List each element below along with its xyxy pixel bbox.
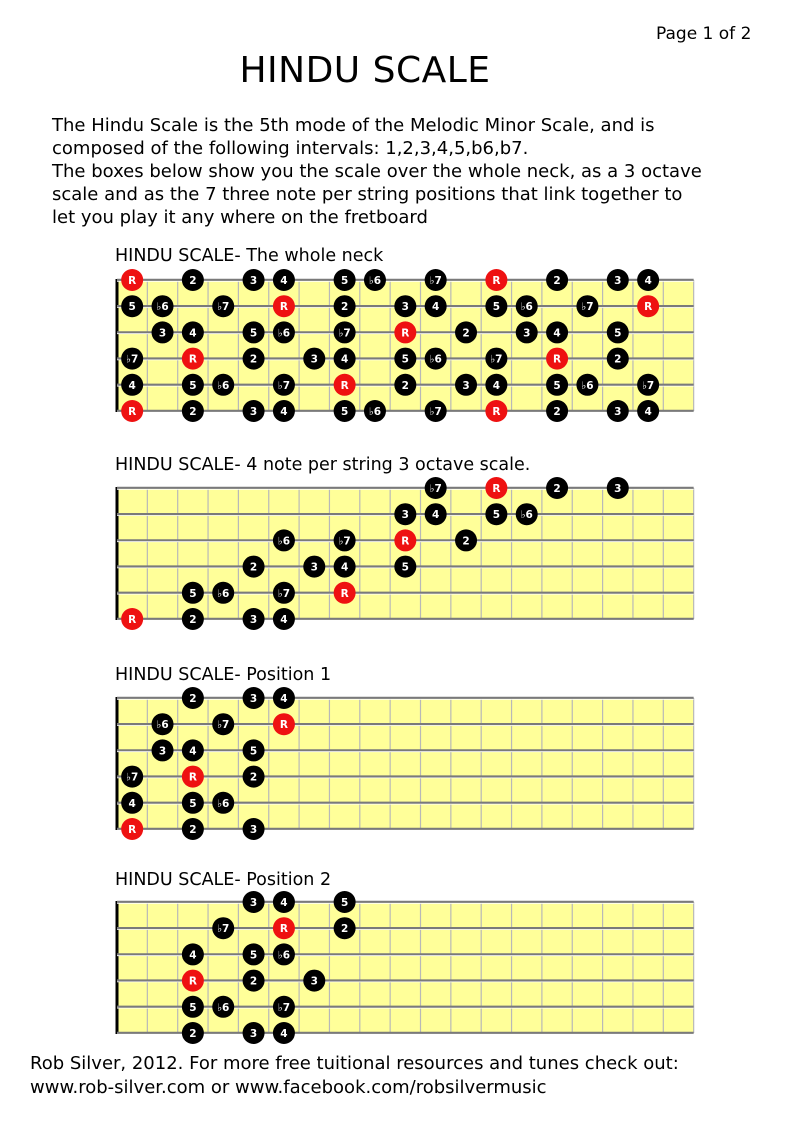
note-label: 3 — [401, 301, 409, 314]
note-label: R — [492, 406, 501, 418]
scale-note-marker — [243, 556, 265, 578]
root-note-marker — [485, 400, 507, 422]
scale-note-marker — [212, 374, 234, 396]
scale-note-marker — [546, 321, 568, 343]
note-label: ♭6 — [429, 353, 442, 366]
root-note-marker — [394, 529, 416, 551]
scale-note-marker — [637, 400, 659, 422]
scale-note-marker — [243, 321, 265, 343]
note-label: 3 — [614, 406, 622, 418]
note-label: 2 — [340, 301, 349, 314]
note-label: R — [340, 379, 349, 392]
note-label: 3 — [249, 614, 258, 626]
scale-note-marker — [212, 713, 234, 735]
note-label: ♭7 — [429, 483, 442, 495]
scale-note-marker — [455, 529, 477, 551]
note-label: R — [279, 301, 288, 314]
intro-line: The Hindu Scale is the 5th mode of the Melodic Minor Scale, and is — [52, 115, 655, 136]
note-label: 3 — [249, 406, 258, 418]
note-label: 5 — [553, 379, 561, 392]
scale-note-marker — [273, 1022, 295, 1044]
note-label: 2 — [249, 975, 258, 988]
note-label: R — [128, 824, 137, 836]
scale-note-marker — [485, 295, 507, 317]
note-label: ♭7 — [338, 535, 351, 548]
scale-note-marker — [212, 792, 234, 814]
scale-note-marker — [121, 348, 143, 370]
scale-note-marker — [121, 766, 143, 788]
root-note-marker — [121, 400, 143, 422]
note-label: ♭7 — [126, 353, 139, 366]
note-label: 2 — [553, 483, 561, 495]
note-label: R — [188, 771, 197, 784]
note-label: 2 — [189, 693, 197, 705]
note-label: 4 — [492, 379, 501, 392]
note-label: 3 — [310, 353, 318, 366]
root-note-marker — [485, 477, 507, 499]
scale-note-marker — [394, 556, 416, 578]
scale-note-marker — [182, 374, 204, 396]
fretboard-position-1 — [0, 688, 792, 838]
note-label: R — [279, 719, 288, 732]
scale-note-marker — [334, 917, 356, 939]
note-label: 3 — [523, 327, 531, 340]
note-label: ♭7 — [277, 1001, 291, 1014]
note-label: 3 — [614, 483, 622, 495]
scale-note-marker — [394, 503, 416, 525]
scale-note-marker — [425, 400, 447, 422]
note-label: 2 — [249, 353, 258, 366]
note-label: 5 — [492, 509, 501, 522]
scale-note-marker — [364, 400, 386, 422]
scale-note-marker — [182, 818, 204, 840]
note-label: 5 — [340, 275, 349, 287]
scale-note-marker — [607, 477, 629, 499]
scale-note-marker — [243, 818, 265, 840]
scale-note-marker — [455, 374, 477, 396]
scale-note-marker — [273, 321, 295, 343]
root-note-marker — [637, 295, 659, 317]
note-label: ♭7 — [338, 327, 351, 340]
note-label: 4 — [553, 327, 561, 340]
scale-note-marker — [243, 766, 265, 788]
note-label: 4 — [340, 561, 349, 574]
scale-note-marker — [182, 792, 204, 814]
root-note-marker — [182, 970, 204, 992]
diagram-title-position-2: HINDU SCALE- Position 2 — [115, 870, 332, 890]
note-label: 2 — [189, 824, 197, 836]
note-label: 5 — [249, 949, 258, 962]
scale-note-marker — [273, 687, 295, 709]
note-label: 3 — [249, 1028, 258, 1040]
root-note-marker — [273, 295, 295, 317]
note-label: 5 — [189, 1001, 197, 1014]
scale-note-marker — [182, 400, 204, 422]
page-title: HINDU SCALE — [239, 50, 491, 91]
scale-note-marker — [425, 477, 447, 499]
intro-line: let you play it any where on the fretboard — [52, 207, 428, 228]
note-label: 3 — [310, 975, 318, 988]
scale-note-marker — [394, 295, 416, 317]
footer — [30, 1052, 679, 1100]
scale-note-marker — [334, 556, 356, 578]
note-label: ♭7 — [277, 587, 291, 600]
scale-note-marker — [546, 374, 568, 396]
root-note-marker — [182, 766, 204, 788]
root-note-marker — [334, 374, 356, 396]
note-label: 2 — [189, 275, 197, 287]
scale-note-marker — [243, 1022, 265, 1044]
scale-note-marker — [212, 582, 234, 604]
intro-line: The boxes below show you the scale over the whole neck, as a 3 octave — [52, 161, 702, 182]
root-note-marker — [546, 348, 568, 370]
note-label: 2 — [249, 561, 258, 574]
root-note-marker — [182, 348, 204, 370]
note-label: 5 — [614, 327, 622, 340]
note-label: ♭7 — [581, 301, 594, 314]
note-label: 5 — [189, 797, 197, 810]
note-label: ♭6 — [217, 797, 230, 810]
scale-note-marker — [273, 400, 295, 422]
note-label: 5 — [340, 406, 349, 418]
footer-line: Rob Silver, 2012. For more free tuitional resources and tunes check out: — [30, 1053, 679, 1074]
scale-note-marker — [243, 269, 265, 291]
note-label: 5 — [189, 379, 197, 392]
diagram-title-whole-neck: HINDU SCALE- The whole neck — [115, 246, 384, 266]
scale-note-marker — [182, 321, 204, 343]
root-note-marker — [485, 269, 507, 291]
scale-note-marker — [243, 400, 265, 422]
scale-note-marker — [425, 348, 447, 370]
root-note-marker — [273, 713, 295, 735]
note-label: R — [553, 353, 562, 366]
fretboard-three-octave — [0, 478, 792, 628]
fretboard-background — [117, 698, 694, 829]
scale-note-marker — [273, 996, 295, 1018]
scale-note-marker — [576, 374, 598, 396]
note-label: 3 — [249, 275, 258, 287]
diagram-title-three-octave: HINDU SCALE- 4 note per string 3 octave scale. — [115, 455, 531, 475]
note-label: R — [340, 587, 349, 600]
note-label: 4 — [189, 327, 197, 340]
note-label: 3 — [614, 275, 622, 287]
note-label: 3 — [158, 745, 167, 758]
note-label: 3 — [158, 327, 167, 340]
root-note-marker — [121, 269, 143, 291]
scale-note-marker — [334, 891, 356, 913]
scale-note-marker — [243, 687, 265, 709]
scale-note-marker — [152, 739, 174, 761]
root-note-marker — [394, 321, 416, 343]
scale-note-marker — [243, 608, 265, 630]
note-label: ♭6 — [277, 535, 291, 548]
note-label: 5 — [401, 353, 409, 366]
scale-note-marker — [546, 400, 568, 422]
scale-note-marker — [182, 1022, 204, 1044]
intro-paragraph — [52, 114, 772, 229]
note-label: 4 — [280, 897, 288, 909]
note-label: 2 — [189, 1028, 197, 1040]
fretboard-whole-neck — [0, 270, 792, 420]
scale-note-marker — [273, 269, 295, 291]
scale-note-marker — [273, 943, 295, 965]
note-label: ♭6 — [156, 301, 169, 314]
note-label: 5 — [340, 897, 349, 909]
note-label: R — [128, 614, 137, 626]
note-label: 4 — [189, 949, 197, 962]
note-label: ♭6 — [277, 327, 291, 340]
scale-note-marker — [455, 321, 477, 343]
note-label: 4 — [128, 379, 136, 392]
scale-note-marker — [273, 582, 295, 604]
note-label: 4 — [340, 353, 349, 366]
note-label: ♭6 — [217, 587, 230, 600]
scale-note-marker — [182, 687, 204, 709]
note-label: R — [401, 535, 410, 548]
scale-note-marker — [243, 943, 265, 965]
note-label: 4 — [644, 275, 652, 287]
scale-note-marker — [334, 269, 356, 291]
scale-note-marker — [516, 503, 538, 525]
note-label: 2 — [553, 406, 561, 418]
scale-note-marker — [425, 503, 447, 525]
note-label: R — [492, 483, 501, 495]
note-label: ♭6 — [217, 1001, 230, 1014]
note-label: ♭6 — [520, 509, 533, 522]
note-label: ♭7 — [217, 923, 230, 936]
intro-line: composed of the following intervals: 1,2,3,4,5,b6,b7. — [52, 138, 529, 159]
note-label: ♭7 — [429, 275, 442, 287]
note-label: ♭6 — [217, 379, 230, 392]
note-label: 5 — [189, 587, 197, 600]
scale-note-marker — [273, 374, 295, 396]
scale-note-marker — [607, 348, 629, 370]
fretboard-position-2 — [0, 892, 792, 1042]
note-label: 4 — [280, 275, 288, 287]
note-label: R — [492, 275, 501, 287]
scale-note-marker — [485, 503, 507, 525]
scale-note-marker — [607, 400, 629, 422]
scale-note-marker — [546, 477, 568, 499]
scale-note-marker — [334, 321, 356, 343]
scale-note-marker — [182, 996, 204, 1018]
scale-note-marker — [334, 348, 356, 370]
scale-note-marker — [576, 295, 598, 317]
scale-note-marker — [607, 321, 629, 343]
note-label: 5 — [492, 301, 501, 314]
scale-note-marker — [243, 348, 265, 370]
scale-note-marker — [121, 792, 143, 814]
note-label: 5 — [401, 561, 409, 574]
scale-note-marker — [425, 269, 447, 291]
note-label: R — [279, 923, 288, 936]
note-label: 3 — [249, 824, 258, 836]
note-label: ♭6 — [156, 719, 169, 732]
fretboard-background — [117, 902, 694, 1033]
note-label: ♭7 — [277, 379, 291, 392]
root-note-marker — [121, 608, 143, 630]
scale-note-marker — [212, 996, 234, 1018]
note-label: ♭6 — [277, 949, 291, 962]
note-label: ♭7 — [126, 771, 139, 784]
scale-note-marker — [485, 348, 507, 370]
note-label: 4 — [432, 509, 440, 522]
scale-note-marker — [485, 374, 507, 396]
note-label: ♭7 — [217, 719, 230, 732]
note-label: R — [188, 975, 197, 988]
note-label: 2 — [340, 923, 349, 936]
scale-note-marker — [334, 400, 356, 422]
note-label: 4 — [432, 301, 440, 314]
scale-note-marker — [182, 608, 204, 630]
scale-note-marker — [182, 582, 204, 604]
note-label: 5 — [249, 327, 258, 340]
note-label: 2 — [462, 327, 470, 340]
scale-note-marker — [152, 321, 174, 343]
scale-note-marker — [243, 970, 265, 992]
note-label: 4 — [280, 693, 288, 705]
note-label: 4 — [644, 406, 652, 418]
scale-note-marker — [243, 739, 265, 761]
note-label: R — [128, 275, 137, 287]
note-label: 3 — [310, 561, 318, 574]
note-label: R — [401, 327, 410, 340]
note-label: 2 — [553, 275, 561, 287]
note-label: 4 — [280, 1028, 288, 1040]
note-label: 4 — [280, 406, 288, 418]
note-label: 3 — [249, 897, 258, 909]
scale-note-marker — [637, 269, 659, 291]
scale-note-marker — [182, 943, 204, 965]
note-label: 4 — [189, 745, 197, 758]
note-label: ♭6 — [368, 406, 382, 418]
note-label: ♭6 — [520, 301, 533, 314]
scale-note-marker — [182, 739, 204, 761]
scale-note-marker — [182, 269, 204, 291]
note-label: 4 — [128, 797, 136, 810]
scale-note-marker — [273, 891, 295, 913]
note-label: 5 — [128, 301, 136, 314]
scale-note-marker — [243, 891, 265, 913]
note-label: R — [644, 301, 653, 314]
note-label: 2 — [249, 771, 258, 784]
note-label: 2 — [401, 379, 409, 392]
note-label: 3 — [462, 379, 470, 392]
scale-note-marker — [425, 295, 447, 317]
scale-note-marker — [121, 295, 143, 317]
scale-note-marker — [394, 374, 416, 396]
scale-note-marker — [273, 608, 295, 630]
note-label: 2 — [189, 406, 197, 418]
scale-note-marker — [303, 348, 325, 370]
root-note-marker — [121, 818, 143, 840]
scale-note-marker — [637, 374, 659, 396]
note-label: ♭7 — [641, 379, 655, 392]
note-label: 5 — [249, 745, 258, 758]
note-label: ♭7 — [217, 301, 230, 314]
footer-line: www.rob-silver.com or www.facebook.com/robsilvermusic — [30, 1077, 547, 1098]
note-label: R — [128, 406, 137, 418]
scale-note-marker — [516, 321, 538, 343]
scale-note-marker — [546, 269, 568, 291]
scale-note-marker — [121, 374, 143, 396]
note-label: 2 — [614, 353, 622, 366]
scale-note-marker — [212, 295, 234, 317]
note-label: R — [188, 353, 197, 366]
scale-note-marker — [212, 917, 234, 939]
page-number: Page 1 of 2 — [656, 24, 752, 44]
scale-note-marker — [607, 269, 629, 291]
note-label: ♭7 — [429, 406, 442, 418]
note-label: ♭6 — [581, 379, 594, 392]
scale-note-marker — [334, 529, 356, 551]
scale-note-marker — [303, 970, 325, 992]
scale-note-marker — [303, 556, 325, 578]
intro-line: scale and as the 7 three note per string positions that link together to — [52, 184, 683, 205]
scale-note-marker — [152, 713, 174, 735]
note-label: 2 — [189, 614, 197, 626]
note-label: 3 — [401, 509, 409, 522]
diagram-title-position-1: HINDU SCALE- Position 1 — [115, 665, 332, 685]
note-label: ♭7 — [490, 353, 503, 366]
note-label: ♭6 — [368, 275, 382, 287]
scale-note-marker — [516, 295, 538, 317]
root-note-marker — [273, 917, 295, 939]
scale-note-marker — [152, 295, 174, 317]
note-label: 4 — [280, 614, 288, 626]
note-label: 3 — [249, 693, 258, 705]
scale-note-marker — [273, 529, 295, 551]
scale-note-marker — [394, 348, 416, 370]
scale-note-marker — [334, 295, 356, 317]
scale-note-marker — [364, 269, 386, 291]
note-label: 2 — [462, 535, 470, 548]
root-note-marker — [334, 582, 356, 604]
